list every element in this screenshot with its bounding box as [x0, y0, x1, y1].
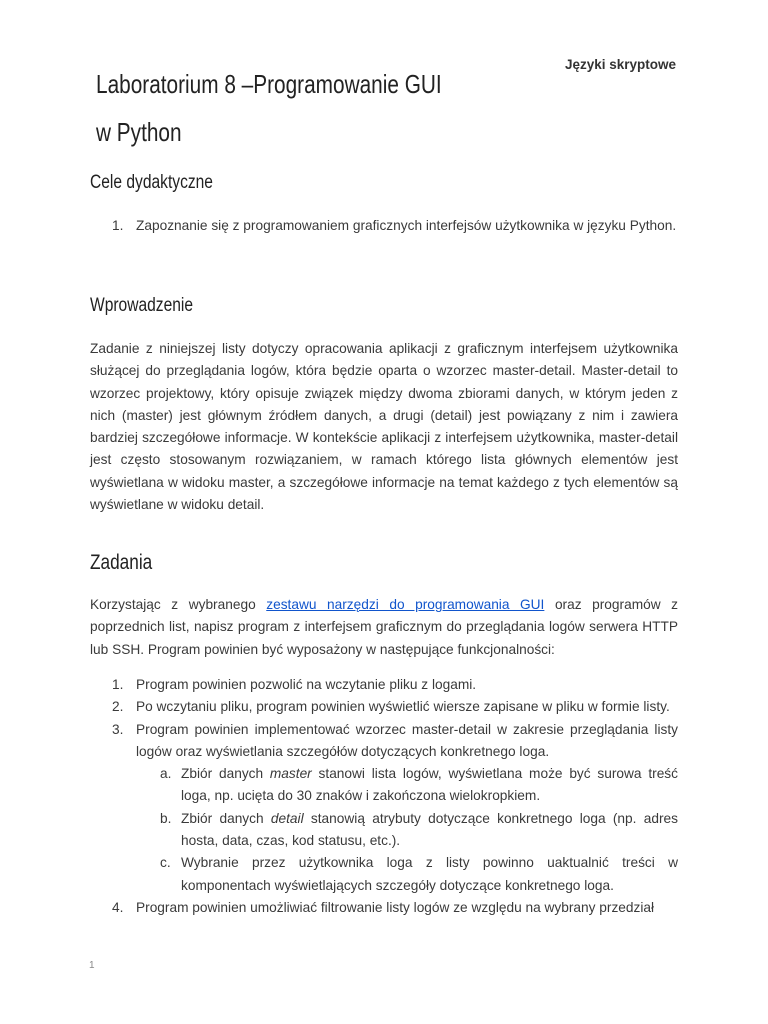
list-item [90, 719, 678, 897]
document-title [96, 60, 448, 156]
tasks-intro-after: oraz programów z poprzednich list, napisz program z interfejsem graficznym do przeglądania logów serwera HTTP lub SSH. Program powinien być wyposażony w następujące funkcjonalności: [90, 597, 679, 657]
tasks-list [90, 674, 678, 919]
list-number: 4. [112, 899, 124, 915]
tasks-intro-before: Korzystając z wybranego [90, 597, 267, 612]
sub-text-before: Zbiór danych [181, 810, 271, 826]
sub-text-after: stanowią atrybuty dotyczące konkretnego loga (np. adres hosta, data, czas, kod statusu, etc.). [181, 810, 678, 849]
sub-list-item [136, 808, 678, 853]
list-number: 1. [112, 218, 124, 233]
goals-heading: Cele dydaktyczne [90, 172, 213, 193]
list-item [90, 897, 678, 919]
gui-toolkit-link[interactable]: zestawu narzędzi do programowania GUI [266, 597, 545, 612]
list-text: Program powinien umożliwiać filtrowanie listy logów ze względu na wybrany przedział [136, 899, 655, 915]
list-item [90, 215, 678, 237]
term-detail: detail [270, 810, 304, 826]
tasks-intro-paragraph [90, 594, 678, 661]
list-text: Zapoznanie się z programowaniem graficznych interfejsów użytkownika w języku Python. [136, 218, 677, 233]
list-letter: b. [160, 810, 172, 826]
course-name: Języki skryptowe [565, 57, 677, 72]
list-item [90, 696, 678, 718]
title-line-2: w Python [96, 117, 182, 147]
goals-list [90, 215, 678, 237]
sub-list-item [136, 852, 678, 897]
term-master: master [269, 766, 312, 782]
intro-paragraph: Zadanie z niniejszej listy dotyczy opracowania aplikacji z graficznym interfejsem użytkownika służącej do przeglądania logów, która będzie oparta o wzorzec master-detail. Master-detail to wzorzec projektowy, który opisuje związek między dwoma zbiorami danych, w którym jeden z nich (master) jest głównym źródłem danych, a drugi (detail) jest powiązany z nim i zawiera bardziej szczegółowe informacje. W kontekście aplikacji z interfejsem użytkownika, master-detail jest często stosowanym rozwiązaniem, w ramach którego lista głównych elementów jest wyświetlana w widoku master, a szczegółowe informacje na temat każdego z tych elementów są wyświetlane w widoku detail. [90, 341, 678, 513]
list-letter: a. [160, 766, 172, 782]
list-text: Program powinien implementować wzorzec master-detail w zakresie przeglądania listy logów oraz wyświetlania szczegółów dotyczących konkretnego loga. [136, 721, 678, 759]
title-line-1: Laboratorium 8 –Programowanie GUI [96, 69, 442, 99]
list-number: 2. [112, 699, 124, 715]
list-item [90, 674, 678, 696]
list-number: 1. [112, 677, 124, 692]
intro-heading: Wprowadzenie [90, 295, 194, 316]
sub-text-before: Zbiór danych [181, 766, 270, 782]
list-letter: c. [160, 855, 171, 871]
sub-list [136, 763, 678, 897]
page-number: 1 [89, 960, 95, 971]
sub-list-item [136, 763, 678, 808]
sub-text-after: stanowi lista logów, wyświetlana może być surowa treść loga, np. ucięta do 30 znaków i zakończona wielokropkiem. [181, 766, 678, 804]
list-text: Program powinien pozwolić na wczytanie pliku z logami. [136, 677, 477, 692]
list-number: 3. [112, 721, 124, 737]
sub-text: Wybranie przez użytkownika loga z listy powinno uaktualnić treści w komponentach wyświetlających szczegóły dotyczące konkretnego loga. [181, 855, 678, 893]
list-text: Po wczytaniu pliku, program powinien wyświetlić wiersze zapisane w pliku w formie listy. [136, 699, 670, 715]
tasks-heading: Zadania [90, 551, 153, 574]
